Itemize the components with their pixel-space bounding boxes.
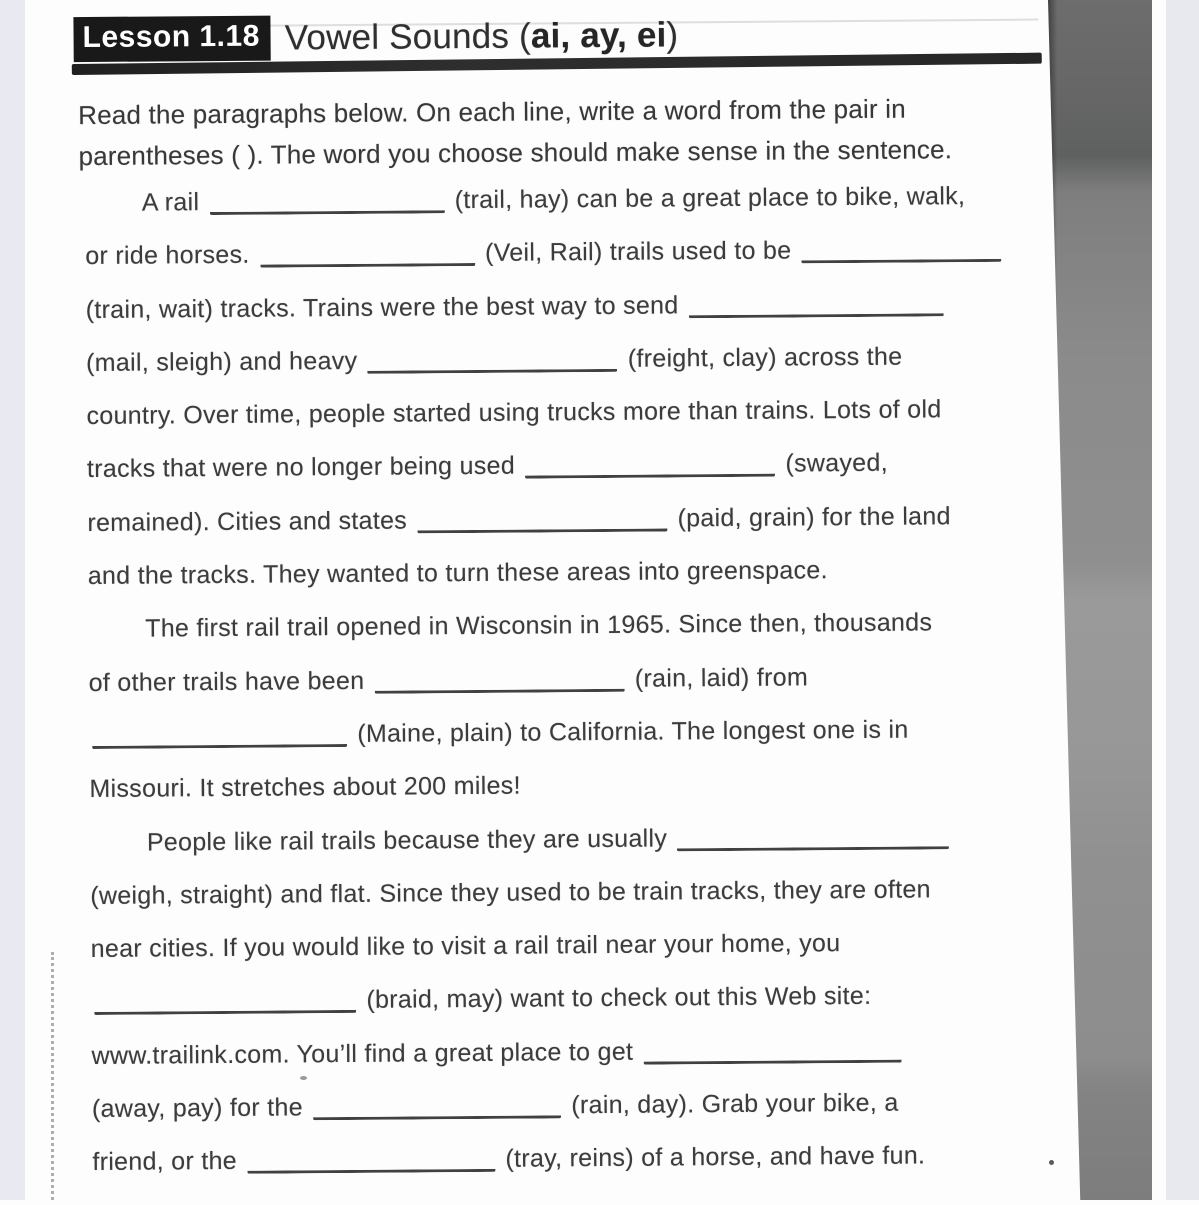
worksheet-line <box>87 436 1052 497</box>
answer-blank[interactable] <box>313 1111 561 1120</box>
line-text: (rain, day). Grab your bike, a <box>563 1088 899 1120</box>
line-text: People like rail trails because they are usually <box>146 823 675 857</box>
line-text: (rain, laid) from <box>627 663 809 693</box>
title-prefix: Vowel Sounds ( <box>284 16 531 57</box>
title-vowel-pairs: ai, ay, ei <box>530 14 667 56</box>
lesson-header <box>73 12 678 62</box>
answer-blank[interactable] <box>368 365 618 374</box>
worksheet-line <box>89 702 1054 763</box>
worksheet-line <box>92 1129 1057 1190</box>
line-text: and the tracks. They wanted to turn these areas into greenspace. <box>87 556 828 591</box>
title-suffix: ) <box>666 14 679 54</box>
line-text: or ride horses. <box>85 240 257 271</box>
worksheet-line <box>85 223 1050 284</box>
line-text: Missouri. It stretches about 200 miles! <box>89 771 521 804</box>
worksheet-line <box>92 1075 1057 1136</box>
worksheet-line <box>91 916 1056 977</box>
line-text: tracks that were no longer being used <box>86 452 523 484</box>
worksheet-line <box>91 1022 1056 1083</box>
page-title <box>285 15 679 58</box>
line-text: (away, pay) for the <box>91 1093 311 1124</box>
worksheet-line <box>85 276 1050 337</box>
line-text: (Maine, plain) to California. The longest one is in <box>349 715 909 748</box>
worksheet-line <box>88 649 1053 710</box>
line-text: (Veil, Rail) trails used to be <box>477 236 799 268</box>
answer-blank[interactable] <box>375 684 625 693</box>
line-text: country. Over time, people started using trucks more than trains. Lots of old <box>86 395 942 431</box>
answer-blank[interactable] <box>260 259 475 268</box>
worksheet-line <box>89 756 1054 817</box>
line-text: of other trails have been <box>88 666 372 697</box>
instructions <box>78 87 1054 177</box>
worksheet-body <box>85 169 1058 1189</box>
lesson-badge: Lesson 1.18 <box>73 16 271 63</box>
line-text: (freight, clay) across the <box>620 342 903 373</box>
line-text: (weigh, straight) and flat. Since they used to be train tracks, they are often <box>90 875 931 910</box>
answer-blank[interactable] <box>677 842 949 851</box>
line-text: The first rail trail opened in Wisconsin in 1965. Since then, thousands <box>145 608 933 643</box>
line-text: (mail, sleigh) and heavy <box>86 346 365 377</box>
instructions-line-1: Read the paragraphs below. On each line, write a word from the pair in <box>78 93 906 131</box>
worksheet-line <box>90 809 1055 870</box>
answer-blank[interactable] <box>94 1006 356 1015</box>
line-text: (paid, grain) for the land <box>670 502 951 533</box>
worksheet-line <box>90 862 1055 923</box>
line-text: (trail, hay) can be a great place to bike, walk, <box>447 182 966 215</box>
answer-blank[interactable] <box>417 524 667 533</box>
answer-blank[interactable] <box>802 255 1002 264</box>
line-text: near cities. If you would like to visit a rail trail near your home, you <box>90 929 841 964</box>
instructions-line-2: parentheses ( ). The word you choose should make sense in the sentence. <box>78 134 953 172</box>
answer-blank[interactable] <box>92 740 347 749</box>
line-text: A rail <box>141 188 207 217</box>
answer-blank[interactable] <box>689 309 944 318</box>
answer-blank[interactable] <box>247 1165 495 1174</box>
line-text: remained). Cities and states <box>87 506 415 537</box>
worksheet-line <box>91 969 1056 1030</box>
line-text: (train, wait) tracks. Trains were the best way to send <box>85 290 686 324</box>
worksheet-line <box>85 169 1050 230</box>
answer-blank[interactable] <box>210 206 445 215</box>
answer-blank[interactable] <box>525 470 775 479</box>
worksheet-line <box>88 596 1053 657</box>
line-text: friend, or the <box>92 1147 245 1177</box>
answer-blank[interactable] <box>644 1055 902 1064</box>
worksheet-line <box>88 543 1053 604</box>
line-text: (tray, reins) of a horse, and have fun. <box>498 1141 926 1174</box>
line-text: (braid, may) want to check out this Web site: <box>359 982 872 1015</box>
line-text: www.trailink.com. You’ll find a great place to get <box>91 1037 641 1070</box>
worksheet-line <box>86 329 1051 390</box>
worksheet-line <box>87 489 1052 550</box>
line-text: (swayed, <box>778 449 888 479</box>
worksheet-line <box>86 383 1051 444</box>
